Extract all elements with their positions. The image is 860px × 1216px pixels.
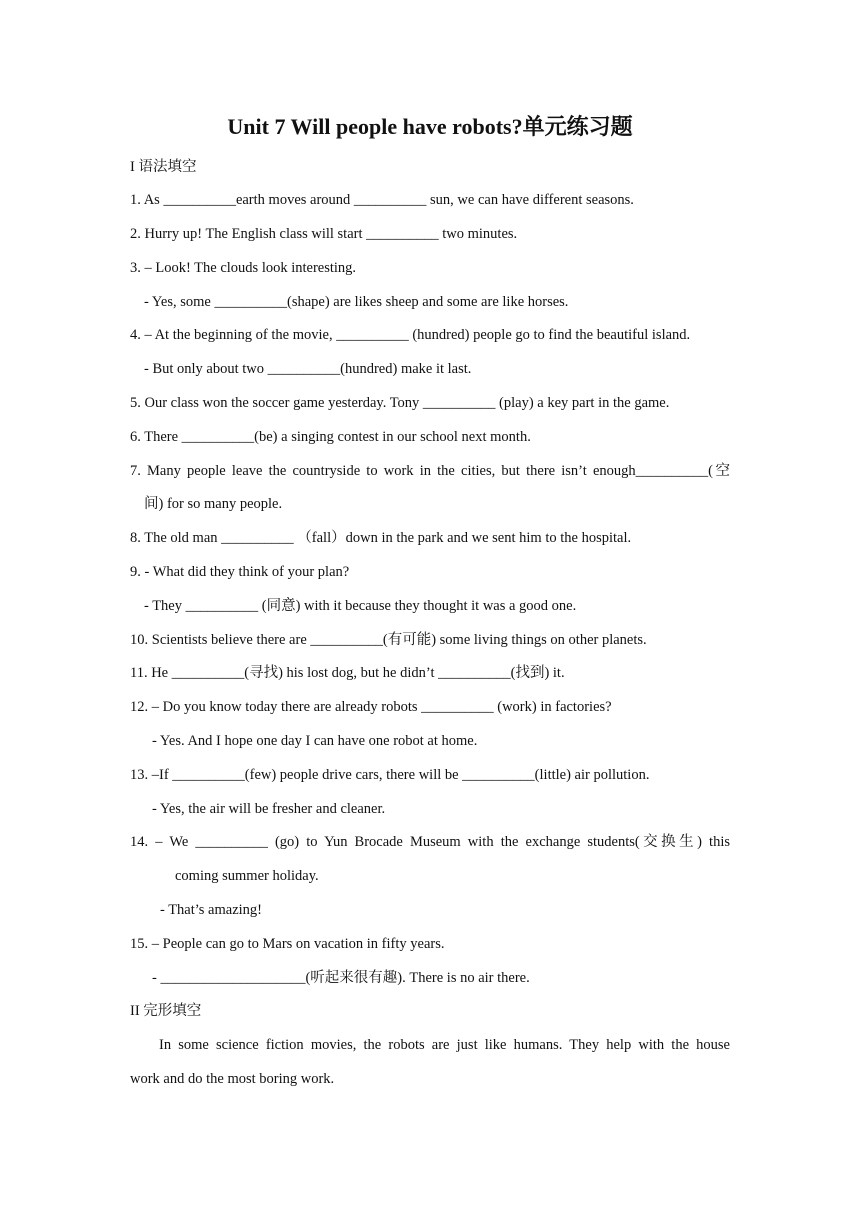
question-14-continued: coming summer holiday. [175, 868, 319, 884]
question-3-reply: - Yes, some __________(shape) are likes sheep and some are like horses. [144, 294, 569, 310]
question-4-reply: - But only about two __________(hundred) make it last. [144, 361, 472, 377]
question-13: 13. –If __________(few) people drive cars, there will be __________(little) air pollution. [130, 767, 650, 783]
question-10: 10. Scientists believe there are __________(有可能) some living things on other planets. [130, 632, 647, 648]
question-13-reply: - Yes, the air will be fresher and cleaner. [152, 801, 386, 817]
question-12: 12. – Do you know today there are already robots __________ (work) in factories? [130, 699, 612, 715]
page-title: Unit 7 Will people have robots?单元练习题 [227, 114, 633, 139]
passage-line-1: In some science fiction movies, the robots are just like humans. They help with the house [159, 1037, 730, 1053]
question-7-continued: 间) for so many people. [144, 496, 283, 512]
question-9-reply: - They __________ (同意) with it because they thought it was a good one. [144, 598, 577, 614]
question-8: 8. The old man __________ （fall）down in the park and we sent him to the hospital. [130, 530, 632, 546]
passage-line-2: work and do the most boring work. [130, 1071, 335, 1087]
question-15: 15. – People can go to Mars on vacation in fifty years. [130, 936, 445, 952]
question-2: 2. Hurry up! The English class will start __________ two minutes. [130, 226, 518, 242]
question-15-reply: - ____________________(听起来很有趣). There is no air there. [152, 970, 530, 986]
question-1: 1. As __________earth moves around __________ sun, we can have different seasons. [130, 192, 634, 208]
question-3: 3. – Look! The clouds look interesting. [130, 260, 357, 276]
question-7: 7. Many people leave the countryside to work in the cities, but there isn’t enough__________(空 [130, 463, 730, 479]
question-14-reply: - That’s amazing! [160, 902, 263, 918]
question-5: 5. Our class won the soccer game yesterday. Tony __________ (play) a key part in the game. [130, 395, 670, 411]
question-9: 9. - What did they think of your plan? [130, 564, 350, 580]
question-11: 11. He __________(寻找) his lost dog, but he didn’t __________(找到) it. [130, 665, 565, 681]
question-6: 6. There __________(be) a singing contest in our school next month. [130, 429, 531, 445]
section-heading-grammar: I 语法填空 [130, 159, 197, 175]
question-14: 14. – We __________ (go) to Yun Brocade Museum with the exchange students(交换生) this [130, 834, 730, 850]
question-4: 4. – At the beginning of the movie, __________ (hundred) people go to find the beautiful island. [130, 327, 691, 343]
section-heading-cloze: II 完形填空 [130, 1003, 202, 1019]
question-12-reply: - Yes. And I hope one day I can have one robot at home. [152, 733, 478, 749]
